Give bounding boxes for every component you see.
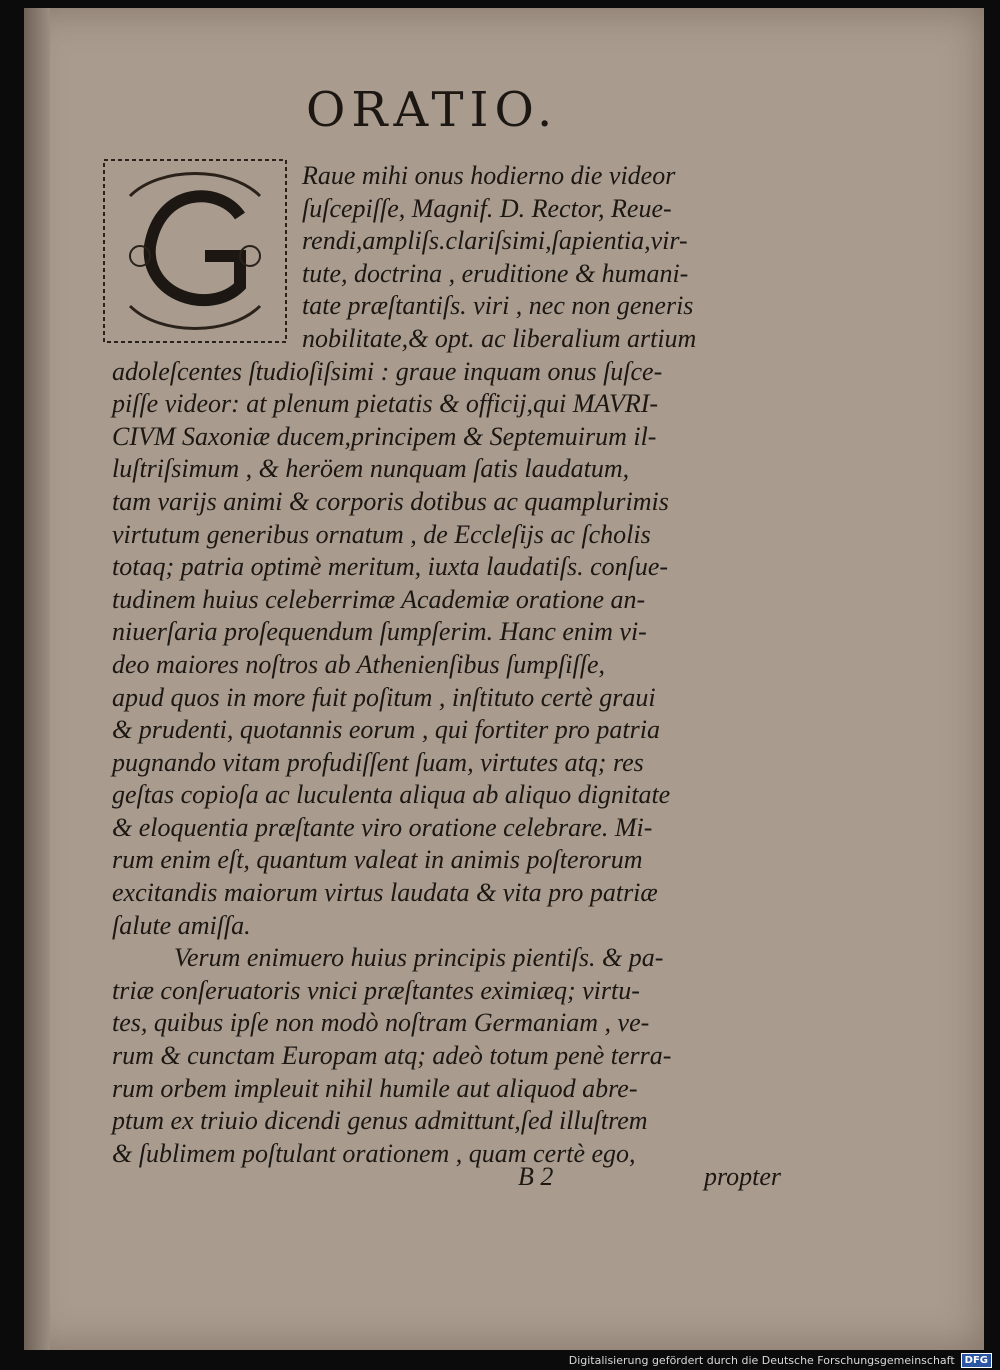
text-line: tate præſtantiſs. viri , nec non generis [302,291,694,321]
text-line: & eloquentia præſtante viro oratione celebrare. Mi- [112,812,653,842]
text-line: excitandis maiorum virtus laudata & vita pro patriæ [112,878,658,908]
digitization-credit-bar [0,1350,1000,1370]
text-line: rum orbem impleuit nihil humile aut aliquod abre- [112,1073,638,1103]
text-line: piſſe videor: at plenum pietatis & officij,qui MAVRI- [112,389,659,419]
text-line: ſalute amiſſa. [112,910,251,940]
body-text [112,160,832,1170]
page-edge [24,8,50,1350]
text-line: tam varijs animi & corporis dotibus ac quamplurimis [112,486,669,516]
text-line: adoleſcentes ſtudioſiſsimi : graue inquam onus ſuſce- [112,356,663,386]
text-line: virtutum generibus ornatum , de Eccleſijs ac ſcholis [112,519,651,549]
text-line: geſtas copioſa ac luculenta aliqua ab aliquo dignitate [112,780,671,810]
text-line: luſtriſsimum , & heröem nunquam ſatis laudatum, [112,454,630,484]
text-line: tes, quibus ipſe non modò noſtram Germaniam , ve- [112,1008,650,1038]
text-line: tute, doctrina , eruditione & humani- [302,258,689,288]
text-line: deo maiores noſtros ab Athenienſibus ſumpſiſſe, [112,649,606,679]
text-line: totaq; patria optimè meritum, iuxta laudatiſs. conſue- [112,552,669,582]
text-line: rendi,ampliſs.clariſsimi,ſapientia,vir- [302,226,688,256]
text-line: rum enim eſt, quantum valeat in animis poſterorum [112,845,643,875]
text-line: tudinem huius celeberrimæ Academiæ oratione an- [112,584,646,614]
catchword: propter [704,1162,782,1191]
page-heading: ORATIO. [306,82,559,138]
text-line: niuerſaria proſequendum ſumpſerim. Hanc enim vi- [112,617,647,647]
text-line: triæ conſeruatoris vnici præſtantes eximiæq; virtu- [112,975,640,1005]
text-line: apud quos in more fuit poſitum , inſtituto certè graui [112,682,656,712]
book-page [24,8,984,1350]
credit-text: Digitalisierung gefördert durch die Deutsche Forschungsgemeinschaft [568,1353,955,1367]
text-line: ſuſcepiſſe, Magnif. D. Rector, Reue- [302,193,672,223]
dfg-logo: DFG [961,1353,992,1368]
text-line: Raue mihi onus hodierno die videor [302,161,676,190]
signature-mark: B 2 [518,1162,554,1191]
text-line: rum & cunctam Europam atq; adeò totum penè terra- [112,1041,672,1071]
text-line: ptum ex triuio dicendi genus admittunt,ſed illuſtrem [112,1106,648,1136]
text-line: & ſublimem poſtulant orationem , quam certè ego, [112,1138,636,1168]
text-line: pugnando vitam profudiſſent ſuam, virtutes atq; res [112,747,644,777]
text-line: nobilitate,& opt. ac liberalium artium [302,323,697,353]
text-line: Verum enimuero huius principis pientiſs. & pa- [174,943,664,973]
text-line: CIVM Saxoniæ ducem,principem & Septemuirum il- [112,421,657,451]
text-line: & prudenti, quotannis eorum , qui fortiter pro patria [112,715,660,745]
